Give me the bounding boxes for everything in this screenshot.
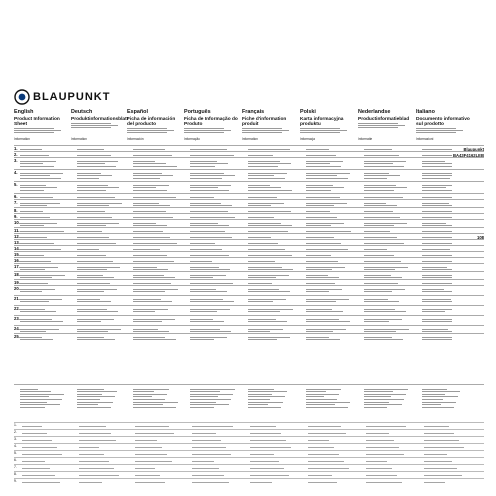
footnote-text-line — [366, 468, 392, 469]
notes-text-cell — [422, 387, 470, 419]
footnote-text-line — [135, 426, 169, 427]
notes-text-cell — [190, 387, 238, 419]
row-text-cell — [364, 297, 412, 305]
footnote-number: 6. — [14, 458, 17, 462]
row-text-cell — [77, 287, 125, 295]
row-text-cell — [77, 317, 125, 325]
footnote-text-line — [22, 426, 42, 427]
column-info-label: Information — [14, 137, 30, 141]
row-text-cell — [306, 297, 354, 305]
footnote-text-line — [250, 440, 286, 441]
column-language: Deutsch — [71, 109, 93, 115]
row-text-cell — [77, 183, 125, 193]
footnote-text-line — [424, 475, 462, 476]
column-subtitle-lines — [14, 128, 69, 133]
row-text-cell — [20, 335, 68, 341]
row-text-cell — [422, 317, 452, 325]
row-text-cell — [20, 287, 68, 295]
row-text-cell — [306, 183, 354, 193]
footnote-text-line — [366, 426, 406, 427]
footnote-text-line — [308, 433, 346, 434]
row-text-cell — [248, 171, 296, 181]
row-text-cell — [20, 171, 68, 181]
footnote-text-line — [192, 447, 226, 448]
footnote-text-line — [135, 447, 162, 448]
notes-text-cell — [77, 387, 125, 419]
column-header — [416, 109, 471, 141]
footnote-text-line — [135, 468, 155, 469]
column-subtitle-lines — [184, 128, 239, 133]
row-text-cell — [77, 335, 125, 341]
row-value: 108 — [477, 235, 484, 240]
row-text-cell — [422, 183, 452, 193]
footnote-number: 7. — [14, 465, 17, 469]
footnote-text-line — [424, 440, 459, 441]
footnote-text-line — [308, 454, 339, 455]
row-number: 20. — [14, 286, 20, 291]
row-text-cell — [248, 183, 296, 193]
row-text-cell — [190, 171, 238, 181]
footnote-text-line — [79, 454, 104, 455]
column-subtitle-lines — [300, 128, 355, 133]
footnote-text-line — [22, 454, 62, 455]
footnote-text-line — [79, 475, 119, 476]
footnote-text-line — [22, 447, 57, 448]
footnote-text-line — [192, 475, 224, 476]
row-text-cell — [306, 335, 354, 341]
footnote-text-line — [79, 468, 114, 469]
footnote-text-line — [192, 468, 219, 469]
row-number: 7. — [14, 200, 18, 205]
row-text-cell — [190, 287, 238, 295]
footnote-text-line — [424, 482, 445, 483]
footnote-text-line — [79, 426, 106, 427]
column-info-label: Informação — [184, 137, 200, 141]
footnote-row — [14, 478, 484, 486]
row-number: 8. — [14, 208, 18, 213]
row-number: 5. — [14, 182, 18, 187]
row-number: 14. — [14, 246, 20, 251]
notes-text-cell — [248, 387, 296, 419]
row-text-cell — [248, 335, 296, 341]
column-subtitle-lines — [242, 128, 297, 133]
footnote-text-line — [366, 482, 402, 483]
footnote-text-line — [308, 440, 329, 441]
column-header — [300, 109, 355, 141]
footnote-number: 9. — [14, 479, 17, 483]
row-text-cell — [248, 317, 296, 325]
column-header — [242, 109, 297, 141]
footnote-text-line — [135, 454, 167, 455]
footnote-text-line — [79, 482, 102, 483]
column-title: Ficha de Informação do Produto — [184, 116, 238, 127]
column-title: Product Information Sheet — [14, 116, 60, 127]
footnote-text-line — [308, 482, 337, 483]
footnote-text-line — [22, 468, 50, 469]
row-text-cell — [364, 335, 412, 341]
footnote-text-line — [250, 482, 272, 483]
footnote-text-line — [250, 447, 291, 448]
row-number: 12. — [14, 234, 20, 239]
footnote-text-line — [250, 475, 289, 476]
row-number: 22. — [14, 306, 20, 311]
row-text-cell — [133, 159, 181, 169]
footnote-text-line — [22, 482, 60, 483]
column-info-label: Information — [71, 137, 87, 141]
row-text-cell — [133, 287, 181, 295]
brand-logo — [14, 88, 110, 106]
column-language: Português — [184, 109, 211, 115]
footnote-text-line — [135, 433, 174, 434]
footnote-text-line — [79, 447, 99, 448]
footnote-text-line — [79, 440, 116, 441]
footnote-number: 1. — [14, 423, 17, 427]
row-text-cell — [248, 159, 296, 169]
footnote-text-line — [308, 426, 341, 427]
footnote-text-line — [22, 475, 55, 476]
footnote-text-line — [22, 433, 47, 434]
column-language: English — [14, 109, 34, 115]
footnote-text-line — [366, 461, 387, 462]
notes-text-cell — [20, 387, 68, 419]
column-info-label: Information — [242, 137, 258, 141]
row-number: 23. — [14, 316, 20, 321]
row-text-cell — [20, 317, 68, 325]
footnote-text-line — [135, 461, 172, 462]
footnote-text-line — [424, 468, 457, 469]
row-number: 17. — [14, 264, 20, 269]
row-text-cell — [20, 297, 68, 305]
row-text-cell — [364, 183, 412, 193]
row-text-cell — [422, 171, 452, 181]
footnote-text-line — [308, 447, 334, 448]
footnote-number: 8. — [14, 472, 17, 476]
column-header — [14, 109, 69, 141]
footnote-text-line — [135, 482, 165, 483]
column-info-label: Informazioni — [416, 137, 434, 141]
row-number: 11. — [14, 228, 20, 233]
row-number: 9. — [14, 214, 18, 219]
footnote-text-line — [366, 475, 397, 476]
row-number: 25. — [14, 334, 20, 339]
footnote-text-line — [424, 461, 452, 462]
footnote-text-line — [250, 426, 276, 427]
footnote-text-line — [192, 426, 233, 427]
column-info-label: Información — [127, 137, 144, 141]
row-text-cell — [133, 307, 181, 315]
row-number: 3. — [14, 158, 18, 163]
row-text-cell — [190, 183, 238, 193]
footnote-text-line — [366, 454, 404, 455]
column-header — [127, 109, 182, 141]
row-text-cell — [364, 159, 412, 169]
column-title: Productinformatieblad — [358, 116, 410, 122]
row-number: 2. — [14, 152, 18, 157]
row-text-cell — [190, 297, 238, 305]
footnote-text-line — [135, 440, 157, 441]
row-number: 13. — [14, 240, 20, 245]
language-header-row — [14, 110, 484, 144]
footnote-text-line — [192, 433, 216, 434]
row-text-cell — [20, 159, 68, 169]
footnote-text-line — [308, 468, 349, 469]
notes-block — [14, 384, 484, 419]
row-text-cell — [20, 307, 68, 315]
column-language: Polski — [300, 109, 316, 115]
footnote-text-line — [424, 426, 449, 427]
notes-text-cell — [364, 387, 412, 419]
row-text-cell — [77, 307, 125, 315]
column-header — [184, 109, 239, 141]
footnote-text-line — [250, 468, 284, 469]
footnote-text-line — [192, 440, 221, 441]
row-number: 16. — [14, 258, 20, 263]
row-text-cell — [364, 287, 412, 295]
footnote-text-line — [366, 440, 394, 441]
row-text-cell — [306, 307, 354, 315]
row-text-cell — [190, 307, 238, 315]
column-title: Karta informacyjna produktu — [300, 116, 344, 127]
column-title: Fiche d'information produit — [242, 116, 287, 127]
footnote-text-line — [250, 454, 274, 455]
row-text-cell — [422, 307, 452, 315]
row-text-cell — [20, 183, 68, 193]
row-text-cell — [306, 159, 354, 169]
footnote-text-line — [22, 440, 52, 441]
brand-name: BLAUPUNKT — [33, 91, 111, 103]
footnote-text-line — [366, 447, 399, 448]
footnote-text-line — [308, 461, 344, 462]
column-subtitle-lines — [358, 123, 413, 128]
row-text-cell — [422, 159, 452, 169]
footnote-number: 3. — [14, 437, 17, 441]
footnote-text-line — [192, 454, 231, 455]
footnote-text-line — [424, 454, 447, 455]
row-number: 19. — [14, 280, 20, 285]
row-text-cell — [77, 171, 125, 181]
column-info-label: Informatie — [358, 137, 373, 141]
footnote-number: 4. — [14, 444, 17, 448]
row-value: Blaupunkt — [463, 147, 484, 152]
column-header — [358, 109, 413, 141]
column-info-label: Informacja — [300, 137, 315, 141]
row-text-cell — [77, 159, 125, 169]
row-number: 18. — [14, 272, 20, 277]
footnote-text-line — [308, 475, 332, 476]
row-text-cell — [133, 335, 181, 341]
row-text-cell — [190, 159, 238, 169]
footnote-text-line — [79, 461, 109, 462]
row-text-cell — [364, 317, 412, 325]
column-subtitle-lines — [127, 128, 182, 133]
footnote-text-line — [366, 433, 389, 434]
column-language: Nederlandse — [358, 109, 391, 115]
row-text-cell — [77, 297, 125, 305]
row-number: 10. — [14, 220, 20, 225]
spec-table — [14, 145, 484, 385]
column-title: Produktinformationsblatt — [71, 116, 129, 122]
footnote-text-line — [424, 447, 464, 448]
footnote-text-line — [22, 461, 45, 462]
row-text-cell — [306, 287, 354, 295]
footnote-text-line — [250, 461, 279, 462]
row-text-cell — [248, 287, 296, 295]
column-language: Français — [242, 109, 265, 115]
column-language: Italiano — [416, 109, 435, 115]
row-text-cell — [190, 335, 238, 341]
row-text-cell — [190, 317, 238, 325]
column-subtitle-lines — [416, 128, 471, 133]
row-number: 1. — [14, 146, 18, 151]
row-text-cell — [248, 297, 296, 305]
column-subtitle-lines — [71, 123, 126, 128]
footnote-text-line — [135, 475, 160, 476]
column-header — [71, 109, 129, 141]
footnote-text-line — [424, 433, 454, 434]
column-language: Español — [127, 109, 148, 115]
notes-text-cell — [133, 387, 181, 419]
footnote-text-line — [79, 433, 111, 434]
row-number: 6. — [14, 194, 18, 199]
row-text-cell — [422, 287, 452, 295]
row-text-cell — [133, 183, 181, 193]
row-text-cell — [133, 297, 181, 305]
column-title: Documento informativo sul prodotto — [416, 116, 470, 127]
row-text-cell — [306, 317, 354, 325]
row-text-cell — [306, 171, 354, 181]
table-row — [14, 333, 484, 342]
column-title: Ficha de información del producto — [127, 116, 176, 127]
row-number: 21. — [14, 296, 20, 301]
row-text-cell — [364, 307, 412, 315]
row-text-cell — [133, 317, 181, 325]
notes-text-cell — [306, 387, 354, 419]
row-value: BA43F4162LEB — [453, 153, 484, 158]
footnote-text-line — [250, 433, 281, 434]
footnote-number: 5. — [14, 451, 17, 455]
row-number: 15. — [14, 252, 20, 257]
row-text-cell — [422, 335, 452, 341]
row-text-cell — [422, 297, 452, 305]
row-text-cell — [133, 171, 181, 181]
row-number: 4. — [14, 170, 18, 175]
footnote-text-line — [192, 461, 214, 462]
footnote-text-line — [192, 482, 229, 483]
footnotes-block — [14, 422, 484, 488]
row-number: 24. — [14, 326, 20, 331]
row-text-cell — [364, 171, 412, 181]
blaupunkt-dot-icon — [14, 89, 30, 105]
footnote-number: 2. — [14, 430, 17, 434]
row-text-cell — [248, 307, 296, 315]
